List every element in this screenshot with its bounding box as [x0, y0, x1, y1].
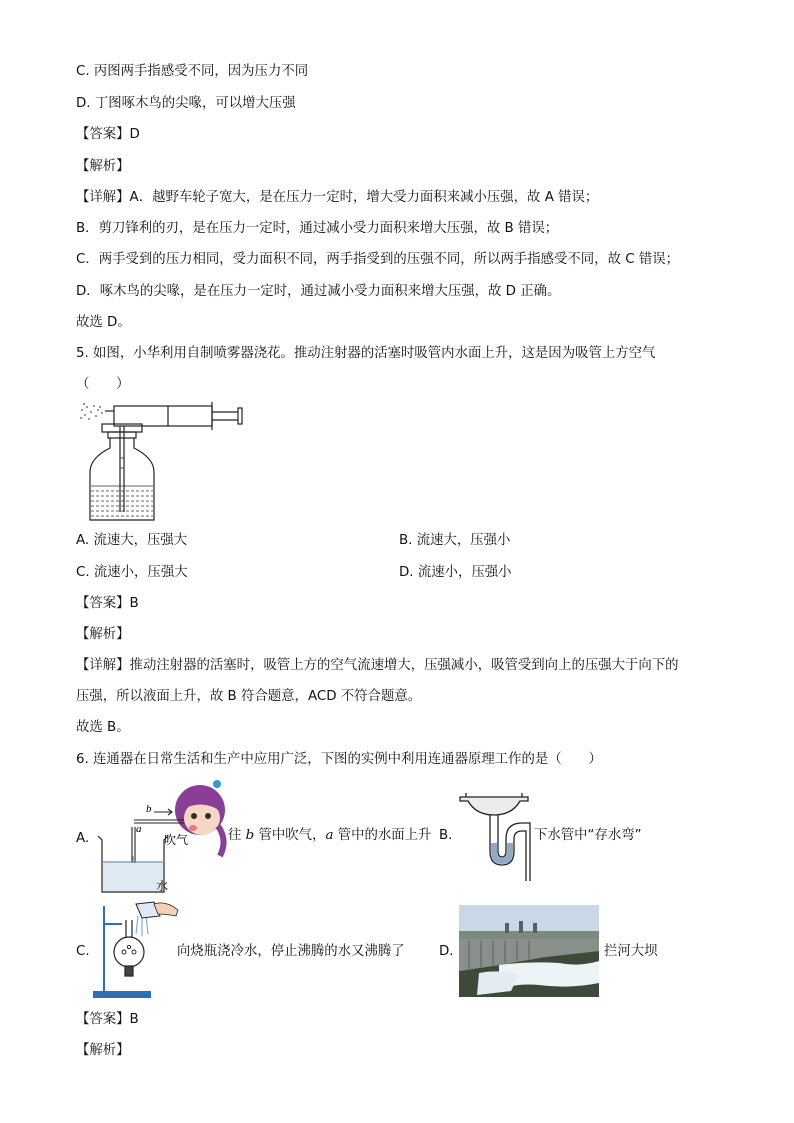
q5-analysis-heading: 【解析】 [76, 627, 130, 642]
q5-blank: （ ） [76, 377, 130, 392]
q4-option-d: D. 丁图啄木鸟的尖喙，可以增大压强 [76, 96, 296, 111]
q6-option-a-text: 往 b 管中吹气，a 管中的水面上升 [228, 828, 432, 843]
q5-answer: 【答案】B [76, 596, 139, 611]
q4-detail-d: D．啄木鸟的尖喙，是在压力一定时，通过减小受力面积来增大压强，故 D 正确。 [76, 284, 561, 299]
q5-detail-line-1: 【详解】推动注射器的活塞时，吸管上方的空气流速增大，压强减小，吸管受到向上的压强大于向下的 [76, 658, 679, 673]
label-b: b [146, 803, 152, 815]
q5-stem: 5. 如图，小华利用自制喷雾器浇花。推动注射器的活塞时吸管内水面上升，这是因为吸管上方空气 [76, 346, 656, 361]
sink-trap-figure [456, 791, 532, 887]
label-water: 水 [156, 879, 169, 893]
q4-detail-a: 【详解】A．越野车轮子宽大，是在压力一定时，增大受力面积来减小压强，故 A 错误； [76, 190, 599, 205]
sprayer-figure [78, 398, 246, 522]
dam-photo [459, 905, 599, 997]
beaker-water [103, 863, 163, 891]
q5-option-d: D. 流速小，压强小 [399, 565, 512, 580]
q6-option-a-letter: A. [76, 831, 90, 846]
q5-detail-line-2: 压强，所以液面上升，故 B 符合题意，ACD 不符合题意。 [76, 689, 422, 704]
syringe [105, 402, 242, 430]
q6-option-b-letter: B. [439, 828, 453, 843]
q6-answer: 【答案】B [76, 1012, 139, 1027]
q4-detail-b: B．剪刀锋利的刃，是在压力一定时，通过减小受力面积来增大压强，故 B 错误； [76, 221, 559, 236]
q4-conclusion: 故选 D。 [76, 315, 131, 330]
q4-detail-c: C．两手受到的压力相同，受力面积不同，两手指受到的压强不同，所以两手指感受不同，故 C 错误； [76, 252, 680, 267]
q6-option-c-letter: C. [76, 944, 90, 959]
q4-analysis-heading: 【解析】 [76, 159, 130, 174]
q4-option-c: C. 丙图两手指感受不同，因为压力不同 [76, 64, 309, 79]
q6-option-b-text: 下水管中“存水弯” [534, 828, 642, 843]
q5-option-c: C. 流速小，压强大 [76, 565, 188, 580]
label-blow: 吹气 [164, 833, 189, 847]
q6-stem: 6. 连通器在日常生活和生产中应用广泛，下图的实例中利用连通器原理工作的是（ ） [76, 752, 602, 767]
flask-cooling-figure [92, 900, 180, 1000]
q4-answer: 【答案】D [76, 127, 140, 142]
bottle-water [91, 458, 153, 516]
q6-analysis-heading: 【解析】 [76, 1043, 130, 1058]
label-a: a [136, 823, 142, 835]
q6-option-d-text: 拦河大坝 [604, 944, 658, 959]
q6-option-c-text: 向烧瓶浇冷水，停止沸腾的水又沸腾了 [177, 944, 405, 959]
spray-mist [80, 403, 103, 420]
blow-straw-figure [92, 776, 232, 898]
q5-option-a: A. 流速大，压强大 [76, 533, 188, 548]
q5-conclusion: 故选 B。 [76, 720, 130, 735]
q6-option-d-letter: D. [439, 944, 454, 959]
q5-option-b: B. 流速大，压强小 [399, 533, 511, 548]
